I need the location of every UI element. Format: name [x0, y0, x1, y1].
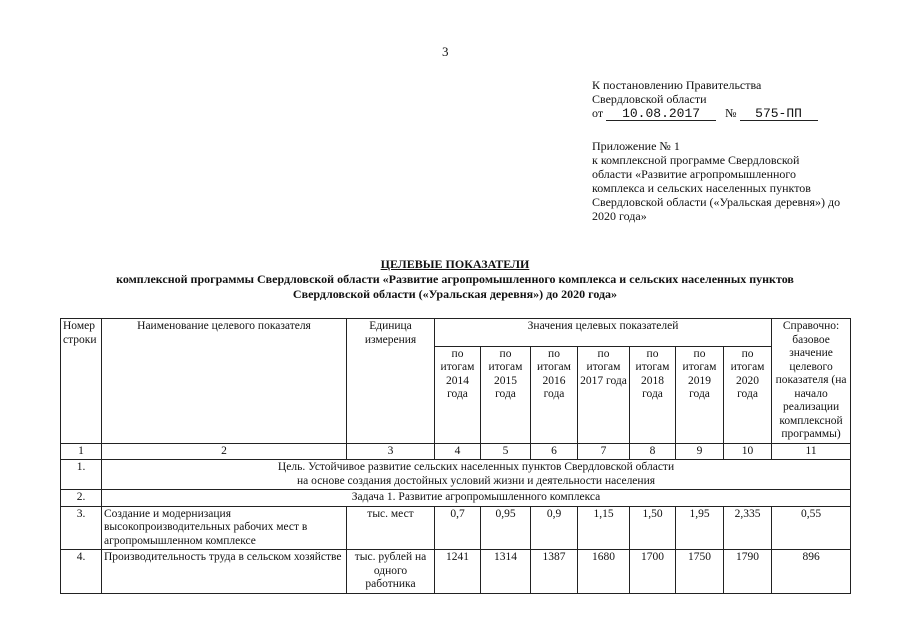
header-year-2014: по итогам 2014 года	[435, 346, 481, 443]
value-2015: 0,95	[481, 506, 531, 550]
value-2016: 0,9	[531, 506, 578, 550]
value-2014: 0,7	[435, 506, 481, 550]
indicators-table	[60, 318, 851, 594]
header-year-2019: по итогам 2019 года	[676, 346, 724, 443]
goal-row	[61, 460, 851, 490]
stamp-line-1: К постановлению Правительства	[592, 78, 762, 92]
stamp-date: 10.08.2017	[606, 107, 716, 121]
table-row	[61, 550, 851, 594]
column-number: 2	[102, 443, 347, 460]
stamp-number: 575-ПП	[740, 107, 818, 121]
stamp-date-prefix: от	[592, 106, 604, 120]
column-number: 8	[630, 443, 676, 460]
heading-sub-1: комплексной программы Свердловской области «Развитие агропромышленного комплекса и сельских населенных пунктов	[116, 272, 794, 286]
value-2020: 2,335	[724, 506, 772, 550]
column-number: 1	[61, 443, 102, 460]
indicator-unit: тыс. мест	[347, 506, 435, 550]
appendix-title: Приложение № 1	[592, 139, 680, 153]
goal-text-line-1: Цель. Устойчивое развитие сельских населенных пунктов Свердловской области	[277, 461, 675, 473]
value-2014: 1241	[435, 550, 481, 594]
stamp-line-2: Свердловской области	[592, 92, 707, 106]
task-text: Задача 1. Развитие агропромышленного комплекса	[102, 490, 851, 507]
heading-sub-2: Свердловской области («Уральская деревня») до 2020 года»	[292, 287, 618, 301]
column-number: 6	[531, 443, 578, 460]
header-reference: Справочно: базовое значение целевого показателя (на начало реализации комплексной программы)	[772, 319, 851, 444]
indicator-unit: тыс. рублей на одного работника	[347, 550, 435, 594]
indicator-name: Производительность труда в сельском хозяйстве	[102, 550, 347, 594]
column-number: 9	[676, 443, 724, 460]
row-number: 4.	[61, 550, 102, 594]
value-2015: 1314	[481, 550, 531, 594]
reference-value: 896	[772, 550, 851, 594]
goal-text	[102, 460, 851, 490]
value-2018: 1,50	[630, 506, 676, 550]
page-number: 3	[442, 44, 449, 59]
header-unit: Единица измерения	[347, 319, 435, 444]
task-row-number: 2.	[61, 490, 102, 507]
task-row	[61, 490, 851, 507]
header-year-2017: по итогам 2017 года	[578, 346, 630, 443]
header-name: Наименование целевого показателя	[102, 319, 347, 444]
value-2018: 1700	[630, 550, 676, 594]
column-number: 10	[724, 443, 772, 460]
value-2017: 1,15	[578, 506, 630, 550]
header-year-2020: по итогам 2020 года	[724, 346, 772, 443]
value-2019: 1750	[676, 550, 724, 594]
header-values-group: Значения целевых показателей	[435, 319, 772, 347]
header-year-2015: по итогам 2015 года	[481, 346, 531, 443]
column-number: 11	[772, 443, 851, 460]
header-year-2018: по итогам 2018 года	[630, 346, 676, 443]
stamp-date-row	[592, 106, 818, 121]
value-2020: 1790	[724, 550, 772, 594]
appendix-text: к комплексной программе Свердловской области «Развитие агропромышленного комплекса и сельских населенных пунктов Свердловской области («Уральская деревня») до 2020 года»	[592, 153, 841, 223]
goal-row-number: 1.	[61, 460, 102, 490]
heading-main: ЦЕЛЕВЫЕ ПОКАЗАТЕЛИ	[380, 257, 530, 271]
appendix-note	[592, 139, 842, 223]
document-heading	[60, 257, 850, 302]
indicator-name: Создание и модернизация высокопроизводительных рабочих мест в агропромышленном комплексе	[102, 506, 347, 550]
column-number: 5	[481, 443, 531, 460]
column-number: 7	[578, 443, 630, 460]
goal-text-line-2: на основе создания достойных условий жизни и деятельности населения	[297, 474, 656, 487]
column-number-row	[61, 443, 851, 460]
column-number: 3	[347, 443, 435, 460]
reference-value: 0,55	[772, 506, 851, 550]
value-2016: 1387	[531, 550, 578, 594]
value-2017: 1680	[578, 550, 630, 594]
stamp-number-prefix: №	[725, 106, 737, 120]
value-2019: 1,95	[676, 506, 724, 550]
column-number: 4	[435, 443, 481, 460]
row-number: 3.	[61, 506, 102, 550]
header-row-1	[61, 319, 851, 347]
header-year-2016: по итогам 2016 года	[531, 346, 578, 443]
header-row-no: Номер строки	[61, 319, 102, 444]
table-row	[61, 506, 851, 550]
resolution-stamp	[592, 78, 818, 121]
